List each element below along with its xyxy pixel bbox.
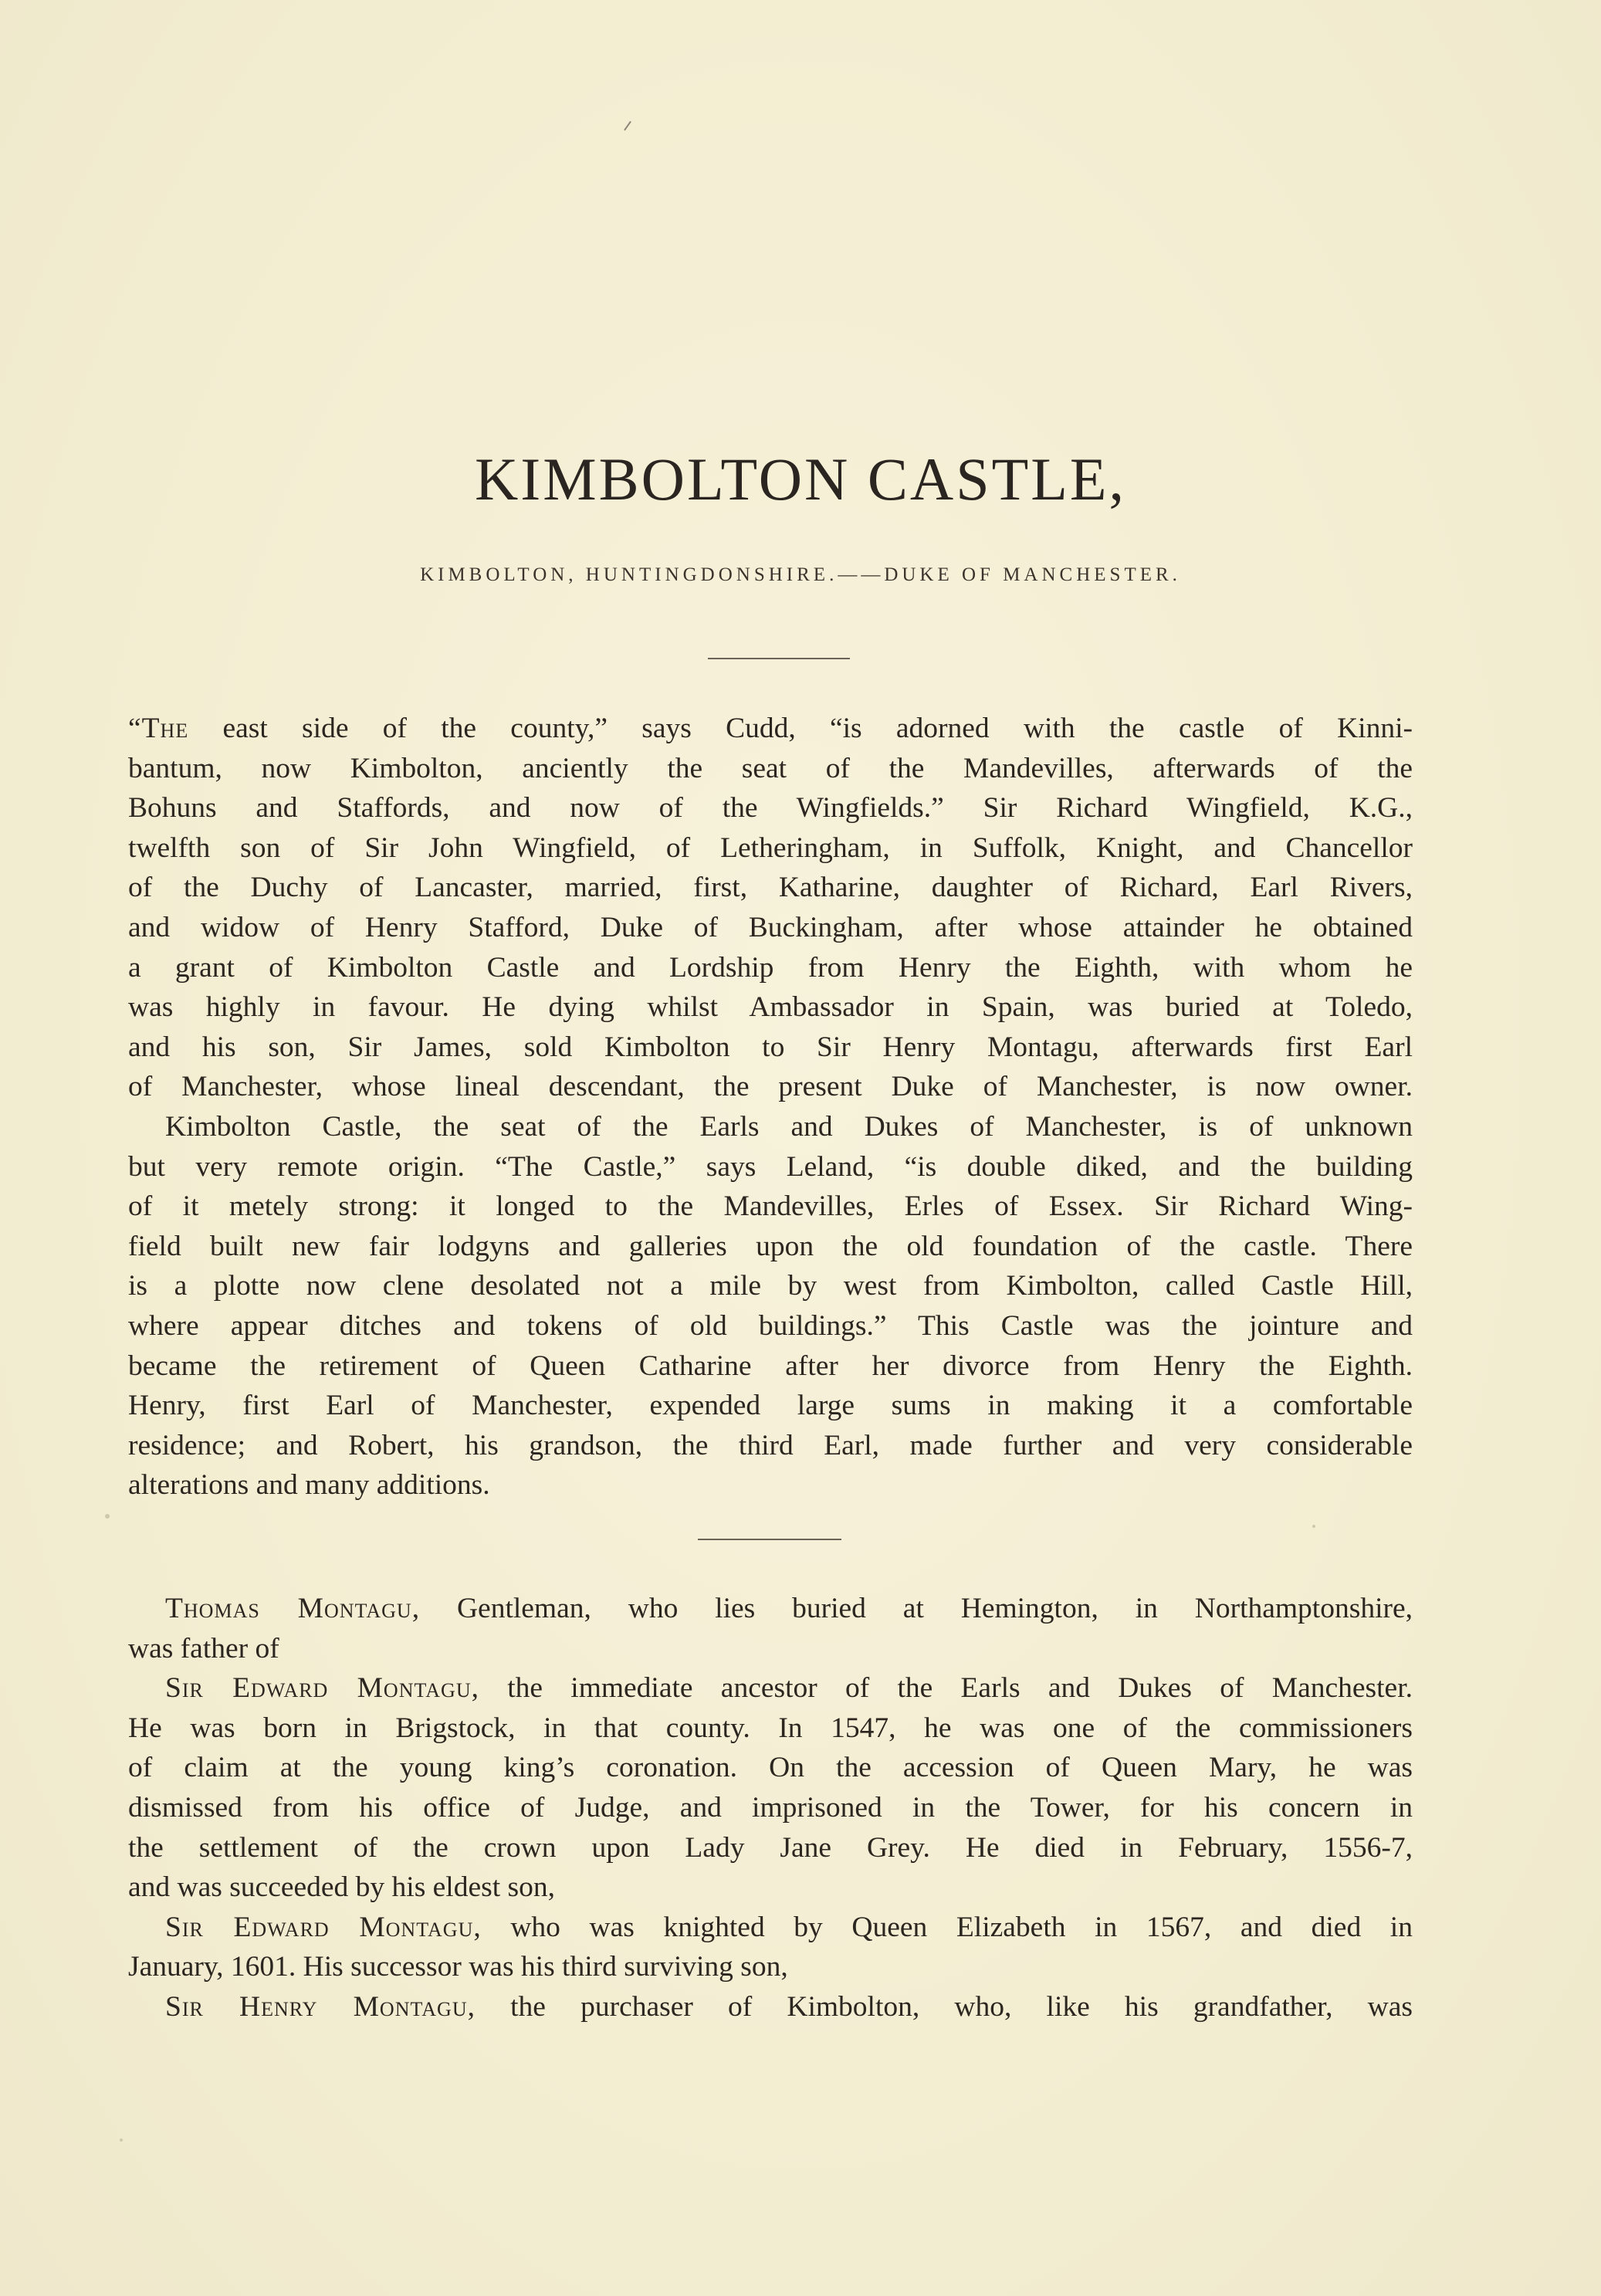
line-text: January, 1601. His successor was his third surviving son, (128, 1951, 788, 1983)
text-line (128, 1589, 1413, 1629)
line-text: alterations and many additions. (128, 1469, 490, 1502)
text-line (128, 1708, 1413, 1749)
line-text: Gentleman, who lies buried at Hemington, in Northamptonshire, (420, 1593, 1413, 1624)
text-line (128, 709, 1413, 749)
section-montagu-lineage (128, 1589, 1413, 2027)
line-text: Kimbolton Castle, the seat of the Earls and Dukes of Manchester, is of unknown (165, 1110, 1413, 1143)
line-text: of the Duchy of Lancaster, married, first, Katharine, daughter of Richard, Earl Rivers, (128, 872, 1413, 904)
line-text: is a plotte now clene desolated not a mile by west from Kimbolton, called Castle Hill, (128, 1270, 1413, 1302)
text-line (128, 1187, 1413, 1227)
line-text: Bohuns and Staffords, and now of the Wingfields.” Sir Richard Wingfield, K.G., (128, 792, 1413, 825)
line-text: became the retirement of Queen Catharine after her divorce from Henry the Eighth. (128, 1349, 1413, 1382)
line-text: was father of (128, 1632, 279, 1664)
text-line (128, 1426, 1413, 1466)
text-line (128, 788, 1413, 828)
text-line (128, 1266, 1413, 1306)
line-text: residence; and Robert, his grandson, the third Earl, made further and very considerable (128, 1429, 1413, 1461)
line-text: dismissed from his office of Judge, and imprisoned in the Tower, for his concern in (128, 1791, 1413, 1824)
line-text: the settlement of the crown upon Lady Jane Grey. He died in February, 1556-7, (128, 1831, 1413, 1864)
line-text: where appear ditches and tokens of old buildings.” This Castle was the jointure and (128, 1309, 1413, 1342)
text-line (128, 1947, 1413, 1987)
text-line (128, 1147, 1413, 1187)
line-text: and his son, Sir James, sold Kimbolton to Sir Henry Montagu, afterwards first Earl (128, 1031, 1413, 1063)
text-line (128, 1028, 1413, 1068)
line-text: a grant of Kimbolton Castle and Lordship from Henry the Eighth, with whom he (128, 951, 1413, 984)
text-line (128, 1788, 1413, 1828)
line-text: bantum, now Kimbolton, anciently the seat of the Mandevilles, afterwards of the (128, 752, 1413, 784)
small-caps-name: Sir Henry Montagu, (165, 1990, 476, 2023)
line-text: of it metely strong: it longed to the Mandevilles, Erles of Essex. Sir Richard Wing- (128, 1190, 1413, 1223)
paper-speck (1312, 1525, 1315, 1528)
line-text: the immediate ancestor of the Earls and Dukes of Manchester. (479, 1672, 1413, 1705)
page-subtitle: KIMBOLTON, HUNTINGDONSHIRE.——DUKE OF MANCHESTER. (420, 564, 1181, 585)
text-line (128, 908, 1413, 948)
divider-rule (708, 658, 850, 659)
text-line (128, 1465, 1413, 1505)
line-text: the purchaser of Kimbolton, who, like his grandfather, was (475, 1990, 1413, 2023)
text-line (128, 1067, 1413, 1107)
page-title: KIMBOLTON CASTLE, (474, 445, 1127, 513)
small-caps-name: Sir Edward Montagu, (165, 1911, 482, 1943)
small-caps-name: Sir Edward Montagu, (165, 1672, 479, 1705)
text-line (128, 1346, 1413, 1387)
line-text: of claim at the young king’s coronation. On the accession of Queen Mary, he was (128, 1752, 1413, 1784)
pencil-mark (624, 121, 631, 131)
line-text: and widow of Henry Stafford, Duke of Buckingham, after whose attainder he obtained (128, 911, 1413, 943)
small-caps-name: Thomas Montagu, (165, 1593, 421, 1624)
text-line (128, 1868, 1413, 1908)
text-line (128, 1748, 1413, 1788)
text-line (128, 1908, 1413, 1948)
text-line (128, 1629, 1413, 1669)
line-text: who was knighted by Queen Elizabeth in 1567, and died in (481, 1911, 1413, 1943)
text-line (128, 1306, 1413, 1346)
text-line (128, 987, 1413, 1028)
paper-speck (105, 1514, 110, 1519)
line-text: twelfth son of Sir John Wingfield, of Letheringham, in Suffolk, Knight, and Chancellor (128, 831, 1413, 864)
text-line (128, 749, 1413, 789)
divider-rule (698, 1539, 841, 1540)
paper-speck (120, 2139, 123, 2142)
text-line (128, 1227, 1413, 1267)
text-line (128, 868, 1413, 908)
text-line (128, 948, 1413, 988)
text-line (128, 1987, 1413, 2027)
line-text: but very remote origin. “The Castle,” says Leland, “is double diked, and the building (128, 1150, 1413, 1183)
line-text: He was born in Brigstock, in that county. In 1547, he was one of the commissioners (128, 1712, 1413, 1744)
line-text: field built new fair lodgyns and galleries upon the old foundation of the castle. There (128, 1230, 1413, 1262)
small-caps-name: “The (128, 713, 189, 744)
text-line (128, 1668, 1413, 1708)
text-line (128, 1828, 1413, 1868)
section-castle-history (128, 709, 1413, 1505)
line-text: was highly in favour. He dying whilst Ambassador in Spain, was buried at Toledo, (128, 991, 1413, 1024)
line-text: Henry, first Earl of Manchester, expended large sums in making it a comfortable (128, 1390, 1413, 1422)
line-text: east side of the county,” says Cudd, “is adorned with the castle of Kinni- (188, 713, 1413, 744)
text-line (128, 828, 1413, 869)
line-text: of Manchester, whose lineal descendant, the present Duke of Manchester, is now owner. (128, 1071, 1413, 1103)
text-line (128, 1107, 1413, 1147)
line-text: and was succeeded by his eldest son, (128, 1871, 555, 1904)
text-line (128, 1386, 1413, 1426)
